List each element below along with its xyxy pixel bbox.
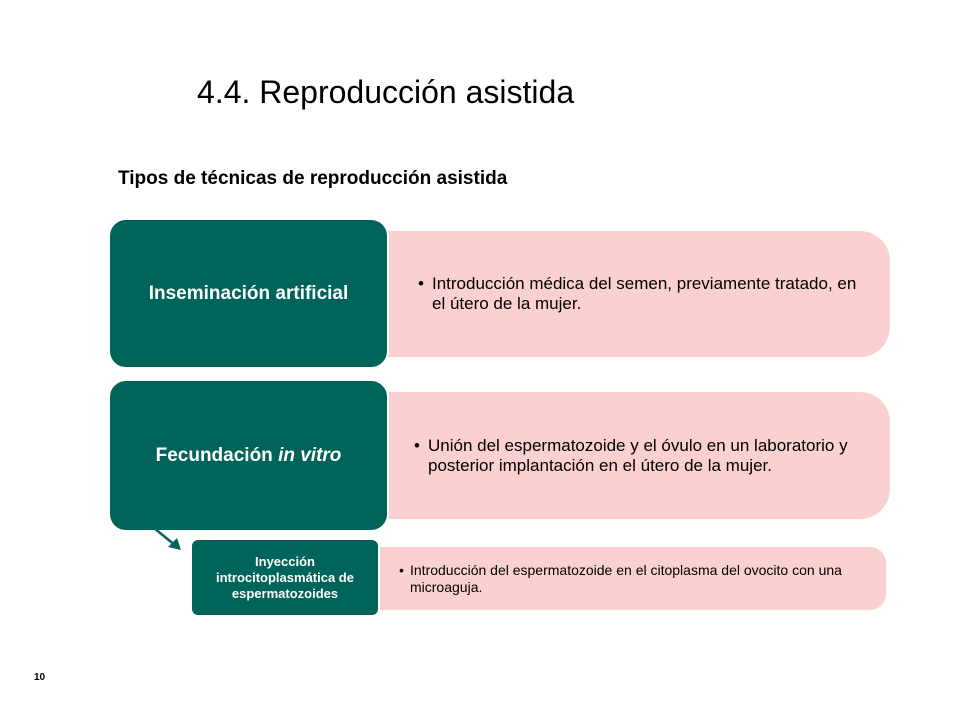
technique-name-italic: in vitro — [278, 444, 342, 466]
bullet: • — [414, 435, 420, 455]
technique-description-box-inseminacion — [340, 231, 890, 357]
technique-name: Inseminación artificial — [148, 282, 349, 304]
technique-description-text: Unión del espermatozoide y el óvulo en un laboratorio y posterior implantación en el útero de la mujer. — [428, 435, 848, 475]
bullet: • — [399, 561, 404, 578]
technique-description — [399, 561, 870, 596]
technique-name-prefix: Fecundación — [155, 444, 279, 466]
technique-label-inseminacion — [108, 218, 389, 369]
technique-description-text: Introducción del espermatozoide en el citoplasma del ovocito con una microaguja. — [410, 561, 842, 595]
technique-description-box-fecundacion — [340, 392, 890, 519]
technique-description-text: Introducción médica del semen, previamente tratado, en el útero de la mujer. — [432, 274, 857, 313]
technique-label-inyeccion — [190, 538, 380, 617]
technique-description-box-inyeccion — [356, 547, 886, 610]
technique-description — [414, 435, 870, 476]
page-number: 10 — [34, 672, 46, 683]
technique-description — [418, 274, 870, 314]
slide-title: 4.4. Reproducción asistida — [197, 74, 575, 110]
bullet: • — [418, 274, 424, 293]
technique-label-fecundacion — [108, 379, 389, 532]
section-subtitle: Tipos de técnicas de reproducción asistida — [118, 168, 508, 189]
technique-name: Inyección introcitoplasmática de espermatozoides — [216, 553, 354, 601]
technique-name — [156, 444, 342, 468]
arrow-icon — [150, 524, 190, 556]
